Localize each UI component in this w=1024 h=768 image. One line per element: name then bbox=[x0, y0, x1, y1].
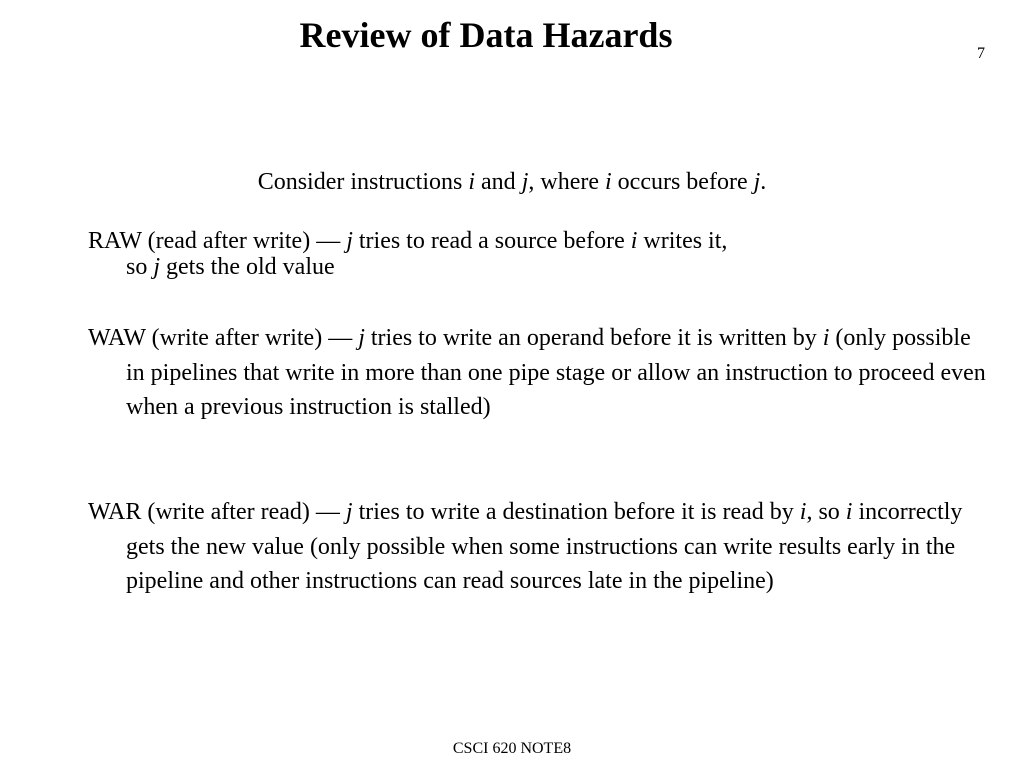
slide-title: Review of Data Hazards bbox=[299, 15, 673, 55]
instruction-i: i bbox=[799, 499, 807, 525]
instruction-j: j bbox=[345, 499, 353, 525]
instruction-j: j bbox=[358, 325, 365, 351]
war-hazard-paragraph bbox=[88, 495, 986, 599]
instruction-i: i bbox=[822, 325, 830, 351]
waw-text-3: (only possible in pipelines that write in more than one pipe stage or allow an instruction to proceed even when a previous instruction is stalled) bbox=[126, 325, 986, 420]
intro-line bbox=[0, 167, 1024, 197]
intro-text-1: Consider instructions bbox=[257, 169, 469, 195]
intro-text-2: and bbox=[475, 169, 522, 195]
war-text-1: WAR (write after read) — bbox=[88, 499, 346, 525]
raw-hazard-paragraph bbox=[88, 228, 986, 280]
intro-text-4: occurs before bbox=[611, 169, 754, 195]
war-text-2: tries to write a destination before it is read by bbox=[352, 499, 800, 525]
instruction-j: j bbox=[753, 169, 761, 195]
instruction-j: j bbox=[153, 254, 161, 280]
intro-text-3: , where bbox=[528, 169, 605, 195]
instruction-i: i bbox=[630, 228, 638, 254]
raw-text-5: gets the old value bbox=[160, 254, 335, 280]
instruction-j: j bbox=[521, 169, 529, 195]
slide-footer: CSCI 620 NOTE8 bbox=[452, 740, 572, 757]
waw-hazard-paragraph bbox=[88, 321, 986, 425]
page-number: 7 bbox=[977, 45, 985, 62]
intro-text-5: . bbox=[760, 169, 767, 195]
instruction-j: j bbox=[346, 228, 353, 254]
instruction-i: i bbox=[845, 499, 853, 525]
raw-text-3: writes it, bbox=[637, 228, 728, 254]
waw-text-1: WAW (write after write) — bbox=[88, 325, 359, 351]
war-text-3: , so bbox=[806, 499, 846, 525]
war-text-4: incorrectly gets the new value (only possible when some instructions can write results early in the pipeline and other instructions can read sources late in the pipeline) bbox=[126, 499, 963, 594]
raw-text-1: RAW (read after write) — bbox=[88, 228, 347, 254]
instruction-i: i bbox=[468, 169, 476, 195]
raw-text-2: tries to read a source before bbox=[352, 228, 631, 254]
waw-text-2: tries to write an operand before it is written by bbox=[364, 325, 823, 351]
instruction-i: i bbox=[605, 169, 612, 195]
raw-text-4: so bbox=[126, 254, 154, 280]
